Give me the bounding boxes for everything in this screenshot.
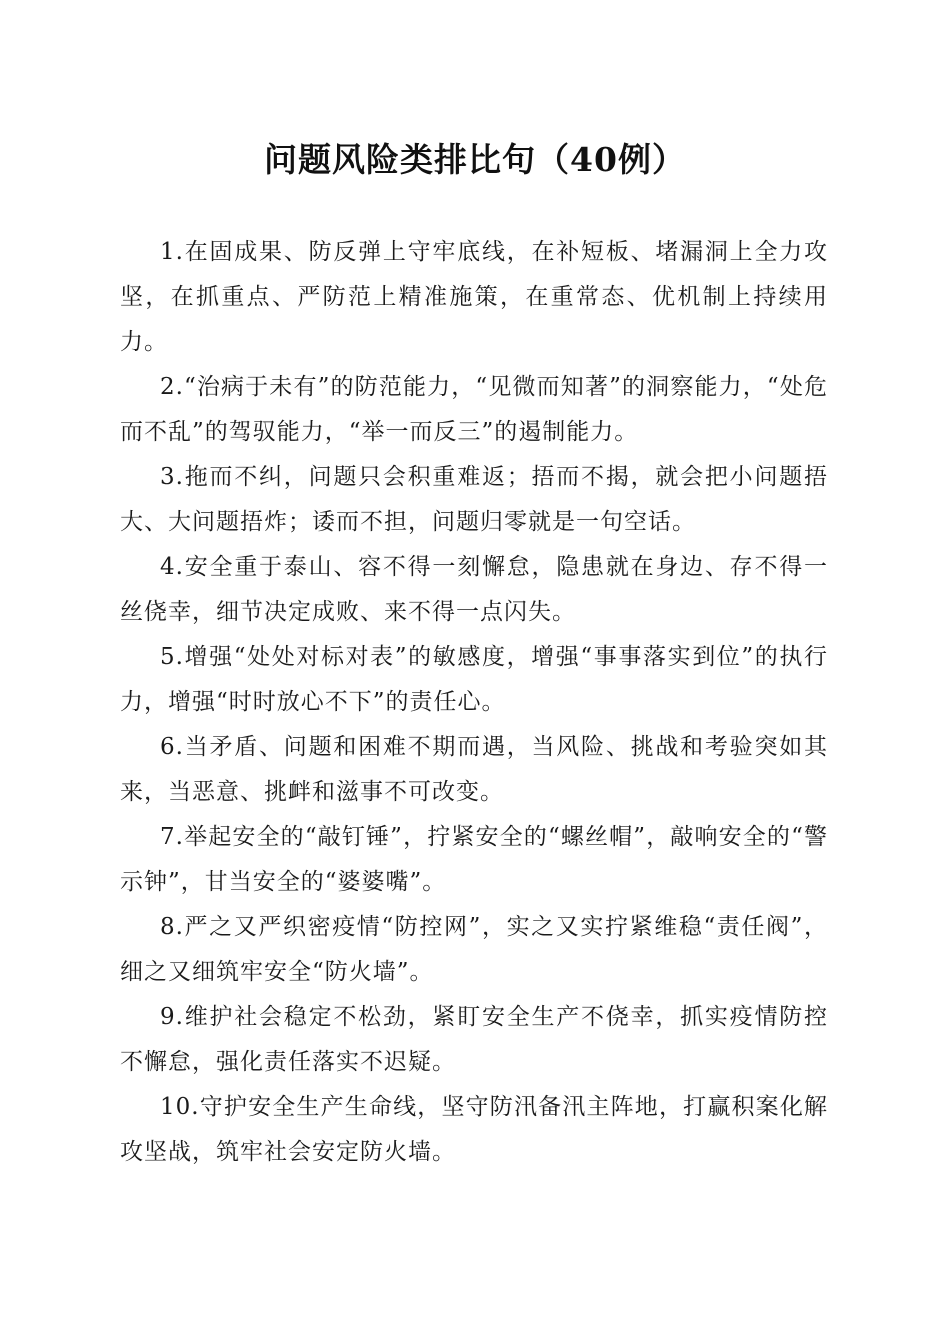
paragraph-3: 3.拖而不纠，问题只会积重难返；捂而不揭，就会把小问题捂大、大问题捂炸；诿而不担，问题归零就是一句空话。	[120, 464, 828, 535]
paragraph-4: 4.安全重于泰山、容不得一刻懈怠，隐患就在身边、存不得一丝侥幸，细节决定成败、来不得一点闪失。	[120, 554, 828, 625]
document-body	[120, 230, 828, 1175]
paragraph-1: 1.在固成果、防反弹上守牢底线，在补短板、堵漏洞上全力攻坚，在抓重点、严防范上精准施策，在重常态、优机制上持续用力。	[120, 239, 828, 355]
paragraph-10: 10.守护安全生产生命线，坚守防汛备汛主阵地，打赢积案化解攻坚战，筑牢社会安定防火墙。	[120, 1094, 828, 1165]
paragraph-7: 7.举起安全的“敲钉锤”，拧紧安全的“螺丝帽”，敲响安全的“警示钟”，甘当安全的“婆婆嘴”。	[120, 824, 828, 895]
paragraph-8: 8.严之又严织密疫情“防控网”，实之又实拧紧维稳“责任阀”，细之又细筑牢安全“防火墙”。	[120, 914, 828, 985]
paragraph-2: 2.“治病于未有”的防范能力，“见微而知著”的洞察能力，“处危而不乱”的驾驭能力，“举一而反三”的遏制能力。	[120, 374, 828, 445]
document-title: 问题风险类排比句（40例）	[264, 140, 686, 179]
paragraph-9: 9.维护社会稳定不松劲，紧盯安全生产不侥幸，抓实疫情防控不懈怠，强化责任落实不迟疑。	[120, 1004, 828, 1075]
paragraph-5: 5.增强“处处对标对表”的敏感度，增强“事事落实到位”的执行力，增强“时时放心不下”的责任心。	[120, 644, 828, 715]
paragraph-6: 6.当矛盾、问题和困难不期而遇，当风险、挑战和考验突如其来，当恶意、挑衅和滋事不可改变。	[120, 734, 828, 805]
